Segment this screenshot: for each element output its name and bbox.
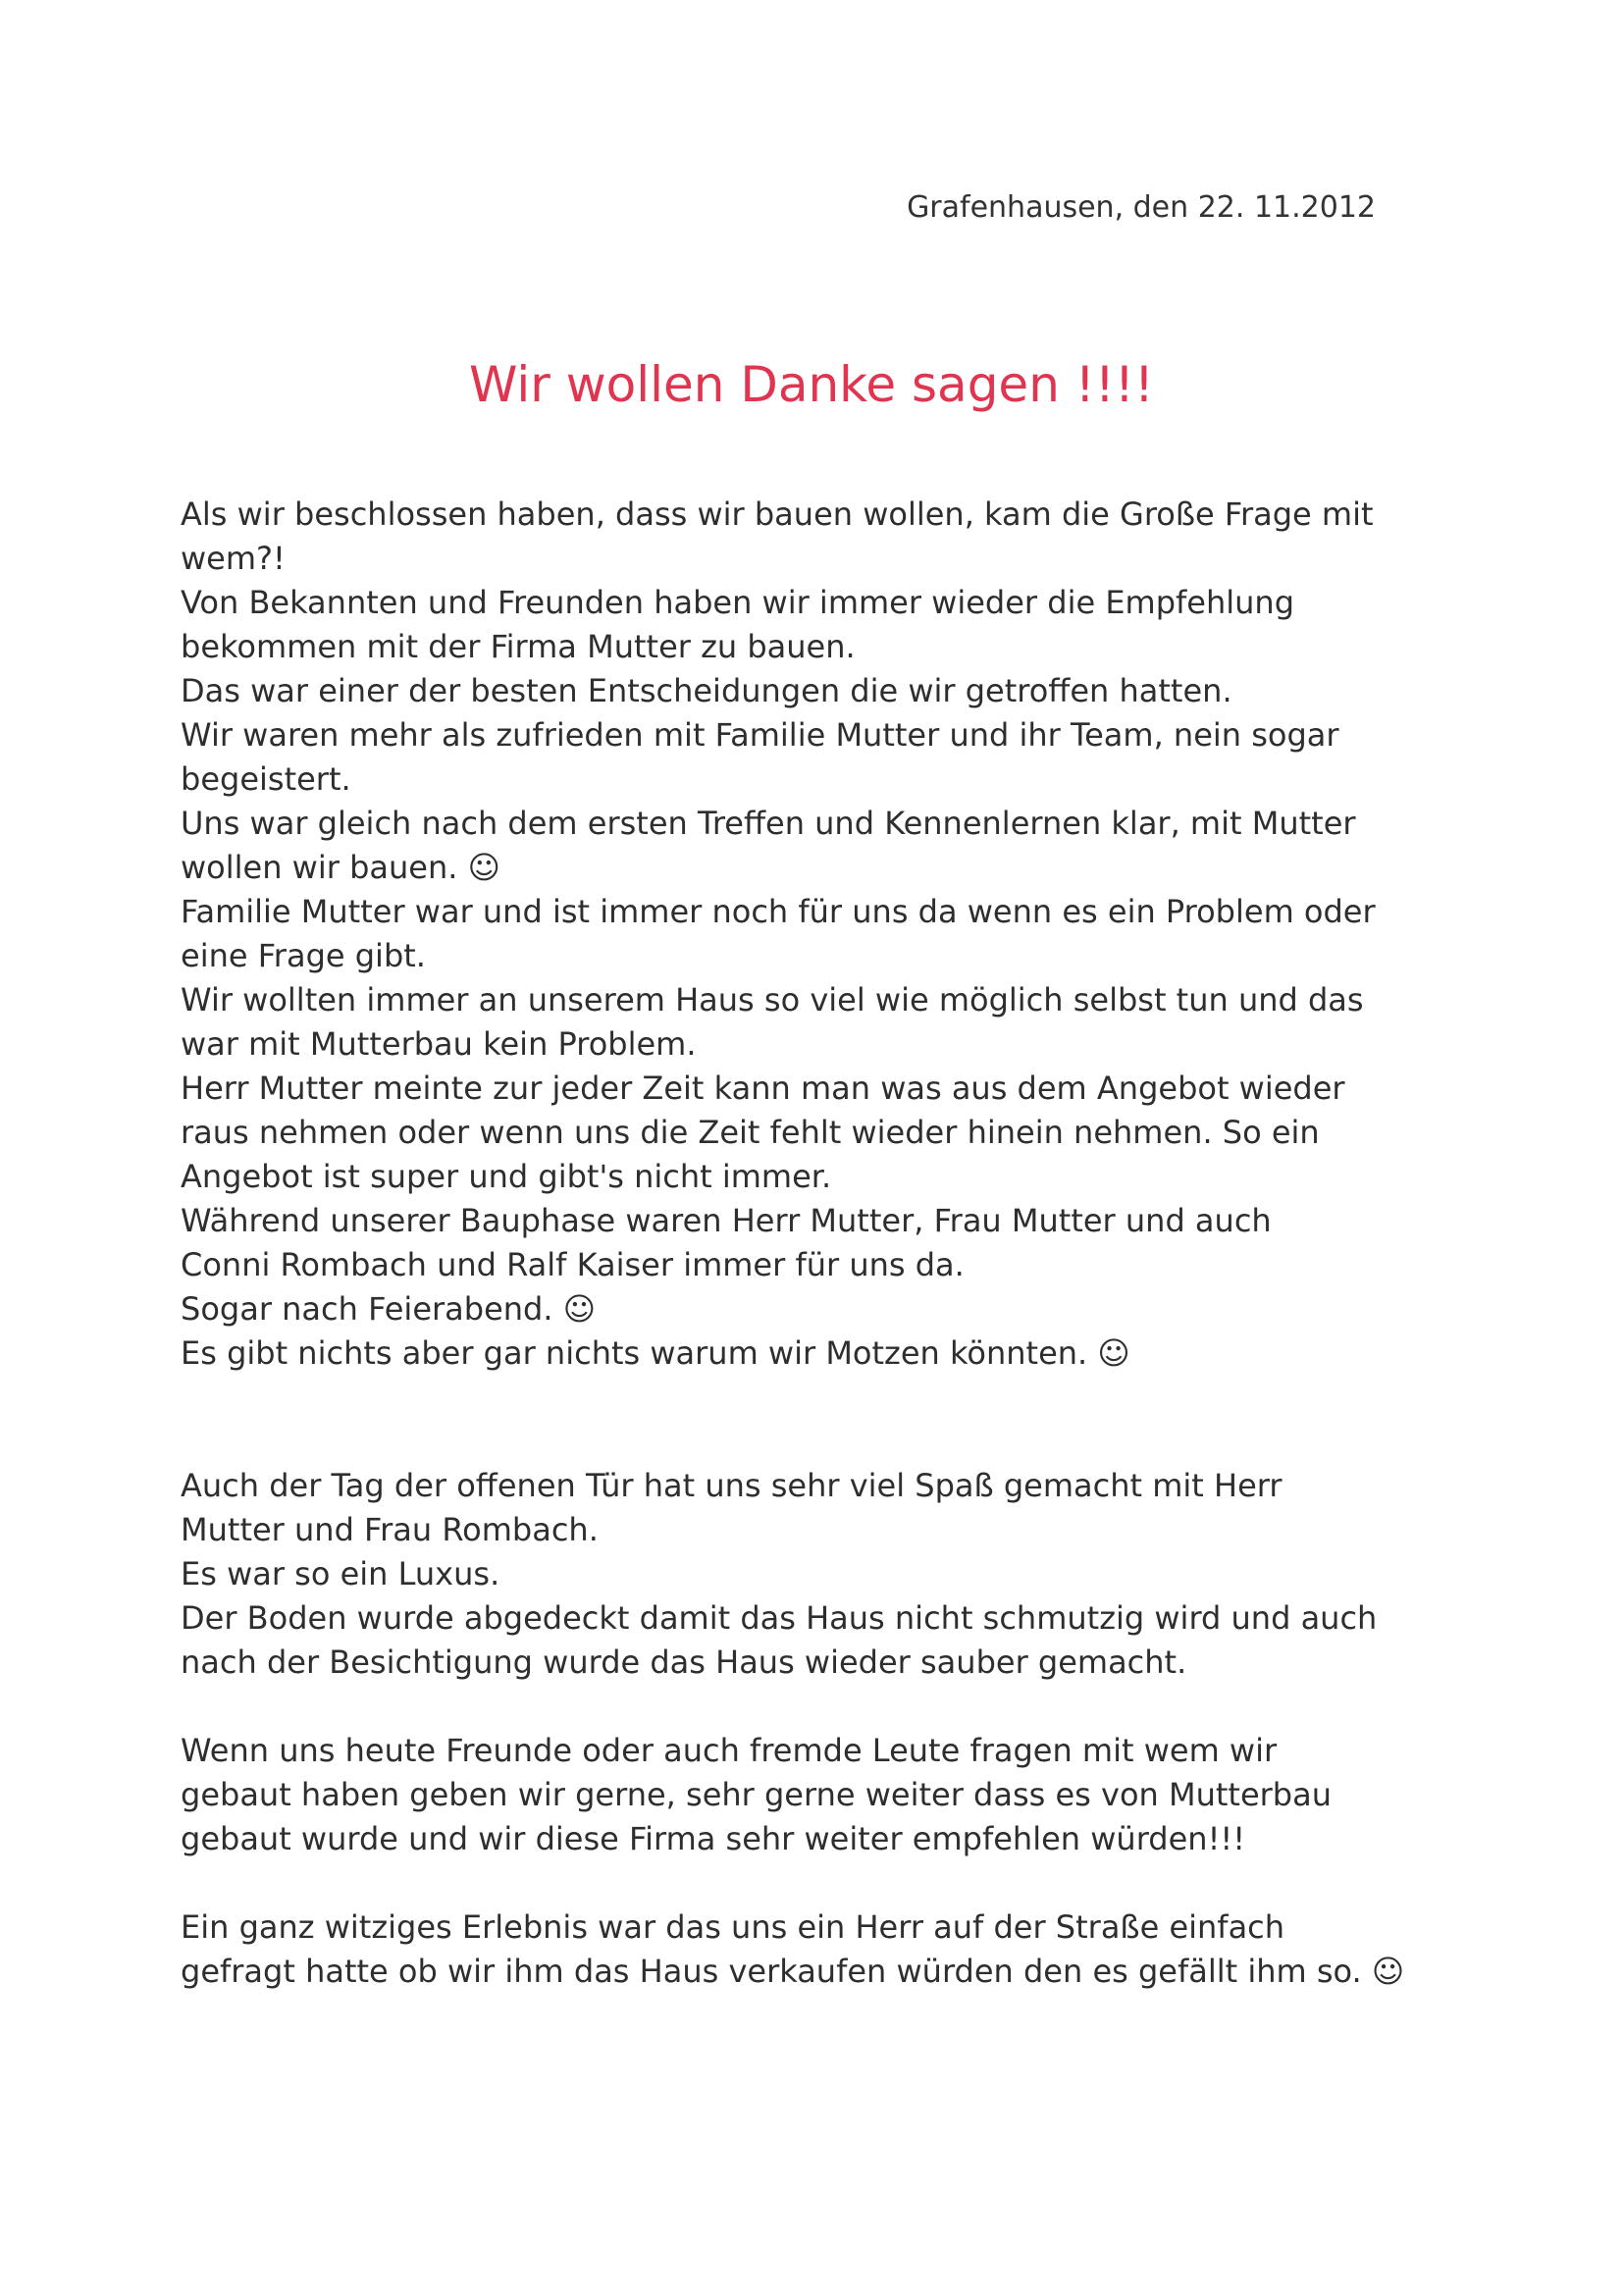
text-line: Angebot ist super und gibt's nicht immer. — [181, 1158, 832, 1195]
text-line: gebaut haben geben wir gerne, sehr gerne weiter dass es von Mutterbau — [181, 1776, 1332, 1813]
text-line: nach der Besichtigung wurde das Haus wieder sauber gemacht. — [181, 1644, 1187, 1681]
text-line: Conni Rombach und Ralf Kaiser immer für uns da. — [181, 1246, 965, 1283]
letter-body — [181, 493, 1446, 1994]
text-line: wollen wir bauen. ☺ — [181, 849, 500, 886]
text-line: begeistert. — [181, 760, 351, 798]
text-line: Das war einer der besten Entscheidungen die wir getroffen hatten. — [181, 672, 1232, 709]
date-line: Grafenhausen, den 22. 11.2012 — [907, 190, 1376, 225]
paragraph-1 — [181, 493, 1446, 1376]
text-line: Sogar nach Feierabend. ☺ — [181, 1290, 597, 1328]
text-line: Wir wollten immer an unserem Haus so viel wie möglich selbst tun und das — [181, 981, 1364, 1018]
text-line: Als wir beschlossen haben, dass wir bauen wollen, kam die Große Frage mit — [181, 496, 1374, 533]
text-line: eine Frage gibt. — [181, 937, 426, 974]
text-line: Wir waren mehr als zufrieden mit Familie Mutter und ihr Team, nein sogar — [181, 716, 1339, 754]
text-line: Während unserer Bauphase waren Herr Mutter, Frau Mutter und auch — [181, 1202, 1272, 1239]
text-line: Von Bekannten und Freunden haben wir immer wieder die Empfehlung — [181, 584, 1295, 621]
paragraph-spacer — [181, 1376, 1446, 1464]
text-line: Uns war gleich nach dem ersten Treffen und Kennenlernen klar, mit Mutter — [181, 805, 1356, 842]
text-line: gefragt hatte ob wir ihm das Haus verkaufen würden den es gefällt ihm so. ☺ — [181, 1953, 1405, 1990]
paragraph-2 — [181, 1464, 1446, 1685]
text-line: Herr Mutter meinte zur jeder Zeit kann man was aus dem Angebot wieder — [181, 1070, 1345, 1107]
text-line: raus nehmen oder wenn uns die Zeit fehlt wieder hinein nehmen. So ein — [181, 1114, 1320, 1151]
paragraph-3 — [181, 1729, 1446, 1861]
paragraph-spacer — [181, 1861, 1446, 1905]
text-line: Familie Mutter war und ist immer noch für uns da wenn es ein Problem oder — [181, 893, 1376, 930]
text-line: Auch der Tag der offenen Tür hat uns sehr viel Spaß gemacht mit Herr — [181, 1467, 1283, 1504]
text-line: bekommen mit der Firma Mutter zu bauen. — [181, 628, 856, 665]
paragraph-spacer — [181, 1685, 1446, 1729]
text-line: Der Boden wurde abgedeckt damit das Haus nicht schmutzig wird und auch — [181, 1599, 1378, 1637]
text-line: gebaut wurde und wir diese Firma sehr weiter empfehlen würden!!! — [181, 1820, 1246, 1857]
text-line: wem?! — [181, 540, 286, 577]
text-line: Es war so ein Luxus. — [181, 1555, 500, 1592]
text-line: war mit Mutterbau kein Problem. — [181, 1025, 697, 1063]
letter-title: Wir wollen Danke sagen !!!! — [469, 356, 1154, 413]
paragraph-4 — [181, 1905, 1446, 1994]
text-line: Mutter und Frau Rombach. — [181, 1511, 599, 1548]
text-line: Wenn uns heute Freunde oder auch fremde Leute fragen mit wem wir — [181, 1732, 1278, 1769]
text-line: Ein ganz witziges Erlebnis war das uns ein Herr auf der Straße einfach — [181, 1908, 1285, 1946]
text-line: Es gibt nichts aber gar nichts warum wir Motzen könnten. ☺ — [181, 1334, 1130, 1372]
